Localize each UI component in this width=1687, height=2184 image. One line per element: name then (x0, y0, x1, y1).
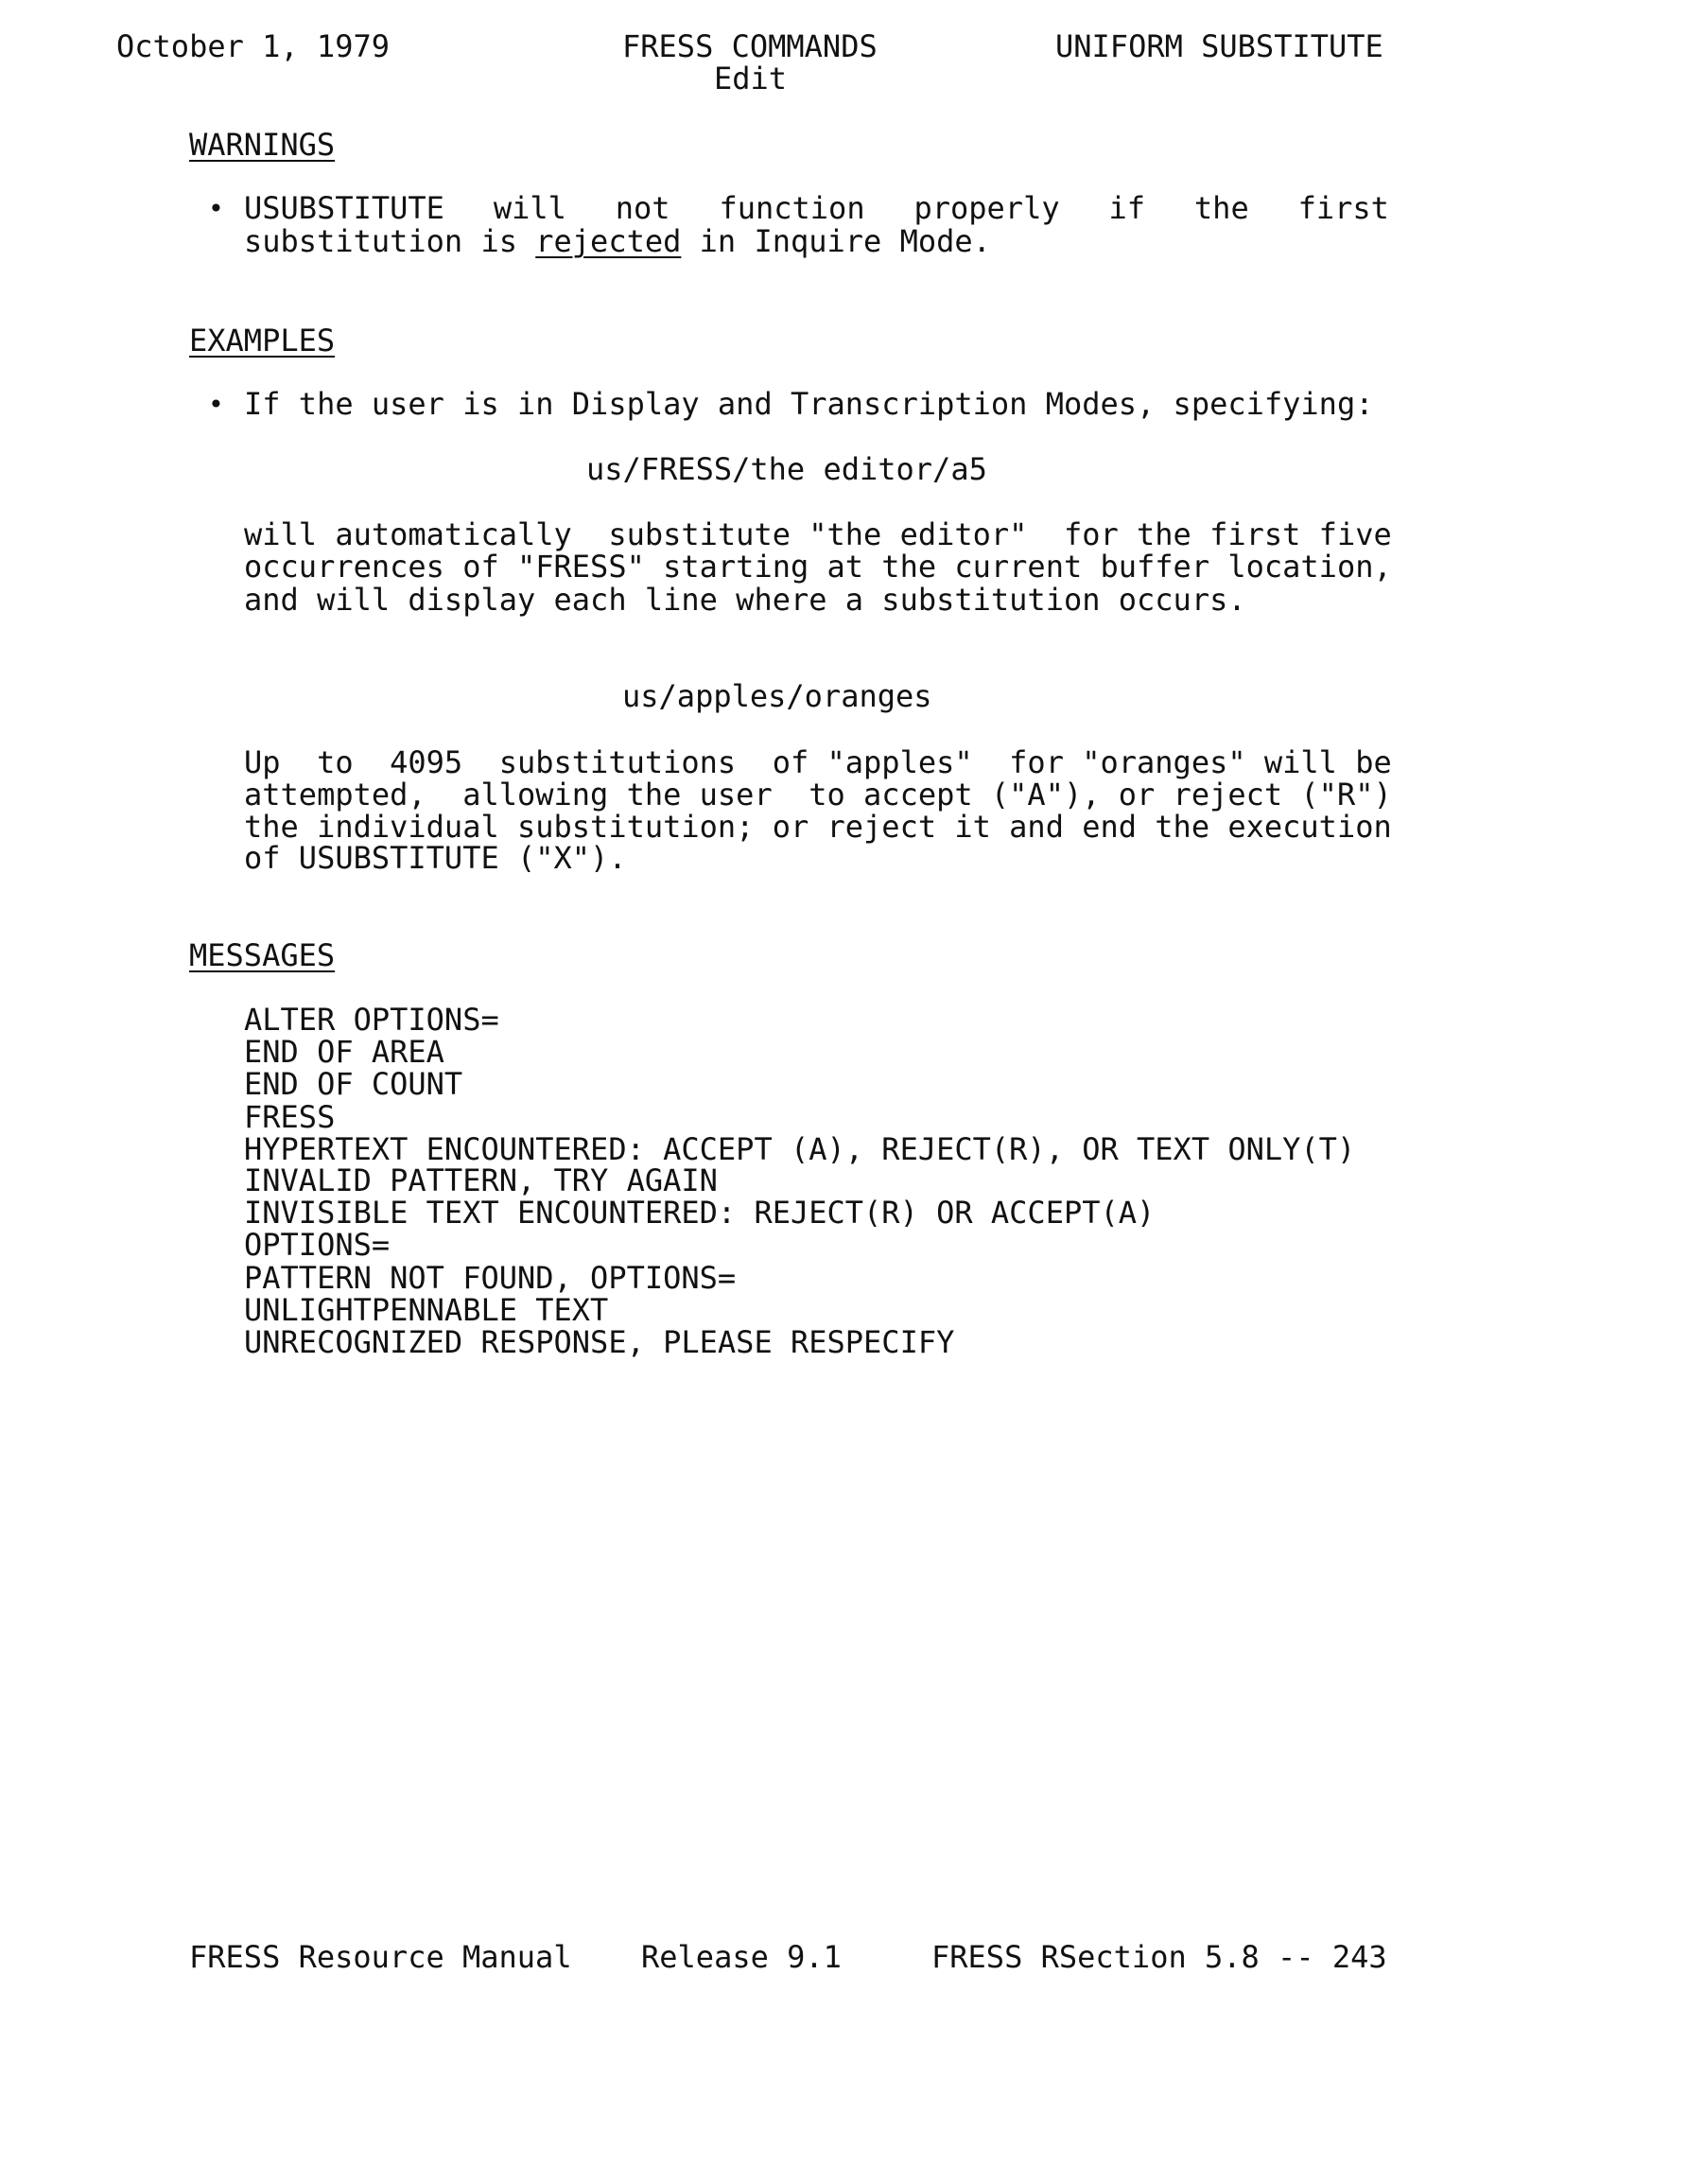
warnings-line-1 (244, 192, 1389, 224)
warnings-word: USUBSTITUTE (244, 190, 444, 226)
example-command-2: us/apples/oranges (622, 678, 932, 714)
example-para-2-line: the individual substitution; or reject it and end the execution (244, 809, 1392, 845)
example-para-2-line: of USUBSTITUTE ("X"). (244, 840, 627, 876)
example-para-2-line: attempted, allowing the user to accept ("A"), or reject ("R") (244, 777, 1392, 812)
examples-bullet: • (208, 389, 224, 420)
message-item: INVISIBLE TEXT ENCOUNTERED: REJECT(R) OR ACCEPT(A) (244, 1195, 1156, 1231)
examples-heading: EXAMPLES (189, 323, 336, 358)
warnings-line-2 (244, 225, 991, 257)
message-item: ALTER OPTIONS= (244, 1002, 499, 1038)
header-subtitle: Edit (714, 61, 788, 96)
warnings-word: first (1297, 190, 1389, 226)
example-command-1: us/FRESS/the editor/a5 (586, 451, 987, 487)
header-title: FRESS COMMANDS (622, 28, 878, 64)
header-date: October 1, 1979 (116, 28, 390, 64)
warnings-word: if (1108, 190, 1146, 226)
header-section-name: UNIFORM SUBSTITUTE (1055, 28, 1383, 64)
message-item: UNRECOGNIZED RESPONSE, PLEASE RESPECIFY (244, 1324, 955, 1360)
footer-release: Release 9.1 (641, 1939, 842, 1975)
example-para-2-line: Up to 4095 substitutions of "apples" for "oranges" will be (244, 744, 1392, 780)
message-item: FRESS (244, 1099, 336, 1135)
message-item: HYPERTEXT ENCOUNTERED: ACCEPT (A), REJECT(R), OR TEXT ONLY(T) (244, 1131, 1356, 1167)
warnings-heading: WARNINGS (189, 127, 336, 163)
message-item: END OF AREA (244, 1034, 444, 1070)
warnings-word: not (615, 190, 670, 226)
warnings-word: will (493, 190, 566, 226)
footer-page-number: FRESS RSection 5.8 -- 243 (931, 1939, 1387, 1975)
example-para-1-line: and will display each line where a substitution occurs. (244, 582, 1246, 618)
warnings-bullet: • (208, 193, 224, 224)
footer-manual-name: FRESS Resource Manual (189, 1939, 572, 1975)
messages-heading: MESSAGES (189, 937, 336, 973)
warnings-text: in Inquire Mode. (681, 223, 991, 259)
warnings-word: properly (913, 190, 1060, 226)
message-item: UNLIGHTPENNABLE TEXT (244, 1292, 609, 1328)
warnings-word: function (719, 190, 865, 226)
message-item: INVALID PATTERN, TRY AGAIN (244, 1162, 718, 1198)
example-para-1-line: will automatically substitute "the editor" for the first five (244, 516, 1392, 552)
example-para-1-line: occurrences of "FRESS" starting at the current buffer location, (244, 549, 1392, 585)
message-item: OPTIONS= (244, 1227, 391, 1263)
message-item: END OF COUNT (244, 1066, 463, 1102)
message-item: PATTERN NOT FOUND, OPTIONS= (244, 1260, 737, 1296)
warnings-text: substitution is (244, 223, 536, 259)
examples-intro: If the user is in Display and Transcription Modes, specifying: (244, 386, 1374, 422)
warnings-emphasis: rejected (535, 223, 682, 259)
warnings-word: the (1193, 190, 1249, 226)
